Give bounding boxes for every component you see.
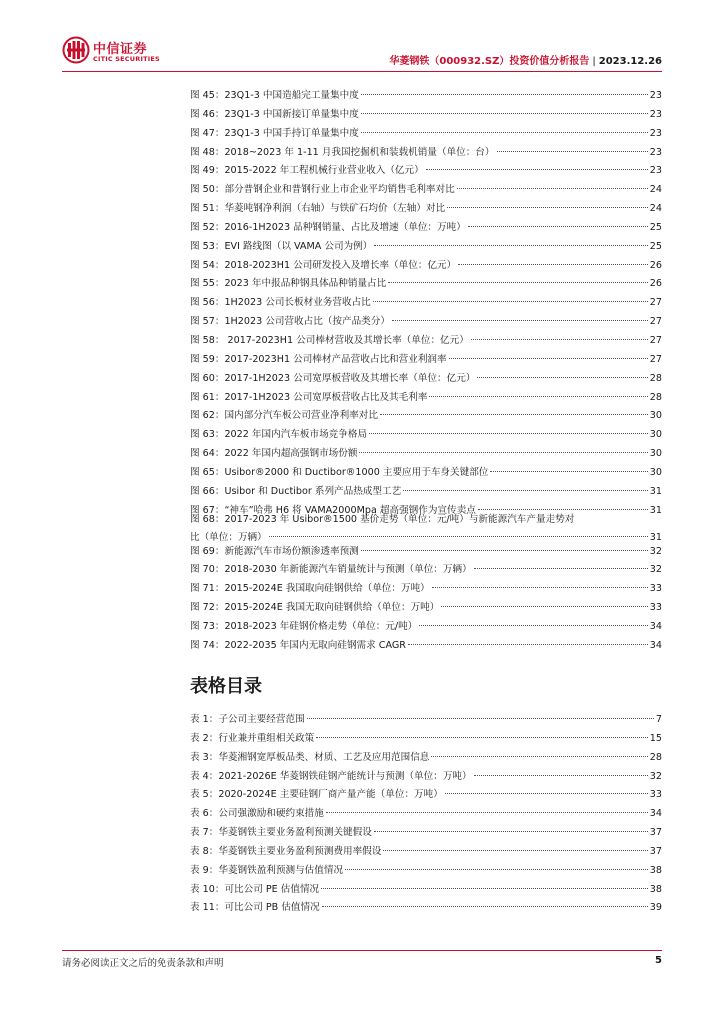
toc-entry-title: 表 3：华菱湘钢宽厚板品类、材质、工艺及应用范围信息 — [190, 751, 430, 763]
toc-entry-title: 表 2：行业兼并重组相关政策 — [190, 732, 315, 744]
leader-dots — [369, 433, 648, 434]
toc-entry[interactable] — [190, 407, 662, 426]
leader-dots — [269, 536, 648, 537]
toc-entry-title: 表 11：可比公司 PB 估值情况 — [190, 902, 320, 914]
leader-dots — [392, 320, 648, 321]
leader-dots — [403, 490, 648, 491]
toc-entry-title: 图 73：2018-2023 年硅钢价格走势（单位：元/吨） — [190, 620, 418, 632]
toc-entry-title: 图 47：23Q1-3 中国手持订单量集中度 — [190, 127, 359, 139]
header-divider — [62, 71, 662, 72]
toc-entry[interactable] — [190, 786, 662, 805]
toc-entry-title: 图 56：1H2023 公司长板材业务营收占比 — [190, 297, 371, 309]
leader-dots — [373, 301, 648, 302]
toc-entry-page: 31 — [649, 504, 662, 516]
toc-entry[interactable] — [190, 200, 662, 219]
toc-entry[interactable] — [190, 219, 662, 238]
toc-entry-page: 23 — [649, 90, 662, 101]
leader-dots — [474, 775, 648, 776]
toc-entry-title: 图 63：2022 年国内汽车板市场竞争格局 — [190, 429, 368, 441]
toc-entry-title: 表 6：公司强激励和硬约束措施 — [190, 808, 324, 820]
toc-entry[interactable] — [190, 275, 662, 294]
toc-entry-title: 图 72：2015-2024E 我国无取向硅钢供给（单位：万吨） — [190, 602, 440, 614]
toc-entry-title: 图 74：2022-2035 年国内无取向硅钢需求 CAGR — [190, 639, 406, 651]
toc-entry[interactable] — [190, 805, 662, 824]
toc-entry-title: 图 55：2023 年中报品种钢具体品种销量占比 — [190, 278, 387, 290]
leader-dots — [361, 132, 648, 133]
toc-entry-page: 7 — [655, 714, 662, 725]
toc-entry-title: 表 1：子公司主要经营范围 — [190, 714, 305, 725]
toc-entry-page: 30 — [649, 448, 662, 460]
leader-dots — [449, 358, 648, 359]
toc-entry[interactable] — [190, 862, 662, 881]
toc-entry-page: 28 — [649, 391, 662, 403]
leader-dots — [474, 568, 648, 569]
toc-entry-title: 图 62：国内部分汽车板公司营业净利率对比 — [190, 410, 378, 422]
toc-entry-title: 表 4：2021-2026E 华菱钢铁硅钢产能统计与预测（单位：万吨） — [190, 770, 472, 782]
toc-entry-page: 37 — [649, 845, 662, 857]
toc-entry-title: 图 61：2017-1H2023 公司宽厚板营收占比及其毛利率 — [190, 391, 428, 403]
toc-entry-title: 图 48：2018~2023 年 1-11 月我国挖掘机和装载机销量（单位：台） — [190, 146, 495, 158]
toc-entry-page: 34 — [649, 639, 662, 651]
toc-entry-page: 33 — [649, 602, 662, 614]
toc-entry[interactable] — [190, 899, 662, 918]
toc-entry-title: 图 71：2015-2024E 我国取向硅钢供给（单位：万吨） — [190, 583, 430, 595]
leader-dots — [307, 718, 654, 719]
toc-entry-title: 图 49：2015-2022 年工程机械行业营业收入（亿元） — [190, 165, 424, 177]
leader-dots — [316, 737, 648, 738]
toc-entry-page: 23 — [649, 146, 662, 158]
toc-entry-page: 28 — [649, 372, 662, 384]
toc-entry-page: 27 — [649, 316, 662, 328]
toc-entry-title: 图 59：2017-2023H1 公司棒材产品营收占比和营业利润率 — [190, 353, 447, 365]
toc-entry-page: 31 — [649, 485, 662, 497]
leader-dots — [361, 113, 648, 114]
toc-entry[interactable] — [190, 749, 662, 768]
tables-section-heading: 表格目录 — [190, 676, 262, 697]
toc-entry-page: 32 — [649, 564, 662, 576]
figure-list-part2 — [190, 543, 662, 656]
toc-entry-title: 图 51：华菱吨钢净利润（右轴）与铁矿石均价（左轴）对比 — [190, 203, 446, 215]
toc-entry-title: 图 57：1H2023 公司营收占比（按产品类分） — [190, 316, 390, 328]
toc-entry-page: 23 — [649, 165, 662, 177]
toc-entry-page: 34 — [649, 620, 662, 632]
toc-entry-page: 24 — [649, 203, 662, 215]
leader-dots — [445, 793, 648, 794]
toc-entry[interactable] — [190, 87, 662, 106]
toc-entry-page: 26 — [649, 259, 662, 271]
toc-entry-title: 图 45：23Q1-3 中国造船完工量集中度 — [190, 90, 359, 101]
toc-entry[interactable] — [190, 730, 662, 749]
toc-entry[interactable] — [190, 618, 662, 637]
page-number: 5 — [655, 955, 662, 966]
figure-list-part1 — [190, 87, 662, 520]
toc-entry[interactable] — [190, 843, 662, 862]
toc-entry-page: 30 — [649, 429, 662, 441]
toc-entry-title: 表 5：2020-2024E 主要硅钢厂商产量产能（单位：万吨） — [190, 789, 443, 801]
toc-entry-page: 23 — [649, 108, 662, 120]
toc-entry-title: 图 65：Usibor®2000 和 Ductibor®1000 主要应用于车身关键部位 — [190, 466, 489, 478]
toc-entry-page: 33 — [649, 789, 662, 801]
report-title — [389, 52, 662, 67]
toc-entry-page: 27 — [649, 353, 662, 365]
toc-entry[interactable] — [190, 824, 662, 843]
leader-dots — [326, 812, 648, 813]
toc-entry[interactable] — [190, 543, 662, 562]
toc-entry-title: 图 58： 2017-2023H1 公司棒材营收及其增长率（单位：亿元） — [190, 334, 469, 346]
leader-dots — [388, 282, 648, 283]
leader-dots — [468, 226, 648, 227]
report-name: 华菱钢铁（000932.SZ）投资价值分析报告 — [389, 56, 590, 67]
leader-dots — [478, 509, 648, 510]
page-header — [0, 0, 724, 80]
toc-entry[interactable] — [190, 125, 662, 144]
leader-dots — [457, 188, 648, 189]
toc-entry-page: 27 — [649, 334, 662, 346]
toc-entry-title: 表 8：华菱钢铁主要业务盈利预测费用率假设 — [190, 845, 382, 857]
leader-dots — [408, 644, 648, 645]
toc-entry-page: 32 — [649, 770, 662, 782]
logo-chinese-name: 中信证券 — [93, 42, 148, 57]
leader-dots — [359, 452, 647, 453]
toc-entry-page: 30 — [649, 410, 662, 422]
toc-entry[interactable] — [190, 351, 662, 370]
leader-dots — [441, 606, 647, 607]
toc-entry-page: 27 — [649, 297, 662, 309]
leader-dots — [345, 869, 648, 870]
leader-dots — [447, 207, 648, 208]
leader-dots — [380, 414, 648, 415]
leader-dots — [321, 888, 648, 889]
leader-dots — [431, 756, 647, 757]
toc-entry[interactable] — [190, 162, 662, 181]
leader-dots — [361, 94, 648, 95]
leader-dots — [497, 151, 648, 152]
leader-dots — [383, 850, 647, 851]
toc-entry-title: 图 70：2018-2030 年新能源汽车销量统计与预测（单位：万辆） — [190, 564, 472, 576]
toc-entry[interactable] — [190, 637, 662, 656]
toc-entry-page: 26 — [649, 278, 662, 290]
toc-entry[interactable] — [190, 445, 662, 464]
leader-dots — [374, 245, 647, 246]
toc-entry[interactable] — [190, 370, 662, 389]
table-list — [190, 711, 662, 918]
toc-entry-page: 24 — [649, 184, 662, 196]
toc-entry[interactable] — [190, 238, 662, 257]
toc-entry-title-line1: 图 68：2017-2023 年 Usibor®1500 基价走势（单位：元/吨）与新能源汽车产量走势对 — [190, 513, 575, 525]
leader-dots — [419, 625, 647, 626]
toc-entry-page: 37 — [649, 827, 662, 839]
toc-entry[interactable] — [190, 464, 662, 483]
toc-entry-title: 图 50：部分普钢企业和普钢行业上市企业平均销售毛利率对比 — [190, 184, 455, 196]
toc-entry-title: 图 53：EVI 路线图（以 VAMA 公司为例） — [190, 240, 373, 252]
toc-entry-page: 31 — [649, 532, 662, 544]
leader-dots — [361, 550, 648, 551]
toc-entry[interactable] — [190, 389, 662, 408]
toc-entry[interactable] — [190, 332, 662, 351]
leader-dots — [322, 906, 648, 907]
leader-dots — [490, 471, 647, 472]
leader-dots — [477, 377, 647, 378]
toc-entry-title: 图 46：23Q1-3 中国新接订单量集中度 — [190, 108, 359, 120]
toc-entry[interactable] — [190, 144, 662, 163]
toc-entry[interactable] — [190, 483, 662, 502]
leader-dots — [471, 339, 648, 340]
toc-entry-title: 表 7：华菱钢铁主要业务盈利预测关键假设 — [190, 827, 372, 839]
leader-dots — [432, 587, 648, 588]
toc-entry-title: 图 69：新能源汽车市场份额渗透率预测 — [190, 545, 359, 557]
report-date: 2023.12.26 — [598, 56, 662, 67]
leader-dots — [429, 396, 647, 397]
toc-entry-page: 28 — [649, 751, 662, 763]
toc-entry[interactable] — [190, 426, 662, 445]
toc-entry-page: 15 — [649, 732, 662, 744]
toc-entry-page: 30 — [649, 466, 662, 478]
citic-logo-icon — [62, 36, 90, 64]
toc-entry-title: 图 52：2016-1H2023 品种钢销量、占比及增速（单位：万吨） — [190, 221, 466, 233]
toc-entry-title: 表 10：可比公司 PE 估值情况 — [190, 883, 320, 895]
toc-entry[interactable] — [190, 580, 662, 599]
toc-entry-title: 图 60：2017-1H2023 公司宽厚板营收及其增长率（单位：亿元） — [190, 372, 476, 384]
leader-dots — [426, 169, 648, 170]
leader-dots — [374, 831, 648, 832]
citic-logo — [62, 36, 158, 76]
disclaimer-text: 请务必阅读正文之后的免责条款和声明 — [62, 958, 224, 969]
title-separator: | — [592, 56, 596, 67]
toc-entry-page: 25 — [649, 240, 662, 252]
toc-entry[interactable] — [190, 711, 662, 730]
toc-entry-title: 图 67：“神车”哈弗 H6 将 VAMA2000Mpa 超高强钢作为宣传卖点 — [190, 504, 476, 516]
leader-dots — [458, 264, 648, 265]
footer-divider — [62, 950, 662, 951]
toc-entry-title-line2: 比（单位：万辆） — [190, 532, 267, 544]
toc-entry-page: 38 — [649, 883, 662, 895]
toc-entry[interactable] — [190, 294, 662, 313]
toc-entry[interactable] — [190, 106, 662, 125]
toc-entry[interactable] — [190, 599, 662, 618]
toc-entry-title: 图 66：Usibor 和 Ductibor 系列产品热成型工艺 — [190, 485, 402, 497]
logo-english-name: CITIC SECURITIES — [93, 55, 160, 63]
toc-entry[interactable] — [190, 768, 662, 787]
toc-entry[interactable] — [190, 313, 662, 332]
toc-entry-page: 33 — [649, 583, 662, 595]
toc-entry-page: 23 — [649, 127, 662, 139]
toc-entry[interactable] — [190, 257, 662, 276]
toc-entry-title: 图 54：2018-2023H1 公司研发投入及增长率（单位：亿元） — [190, 259, 457, 271]
toc-entry-page: 39 — [649, 902, 662, 914]
toc-entry[interactable] — [190, 561, 662, 580]
toc-entry-page: 34 — [649, 808, 662, 820]
toc-entry-title: 表 9：华菱钢铁盈利预测与估值情况 — [190, 864, 344, 876]
toc-entry[interactable] — [190, 181, 662, 200]
toc-entry-page: 25 — [649, 221, 662, 233]
toc-entry-title: 图 64：2022 年国内超高强钢市场份额 — [190, 448, 358, 460]
toc-entry-page: 32 — [649, 545, 662, 557]
toc-entry[interactable] — [190, 881, 662, 900]
toc-entry-page: 38 — [649, 864, 662, 876]
